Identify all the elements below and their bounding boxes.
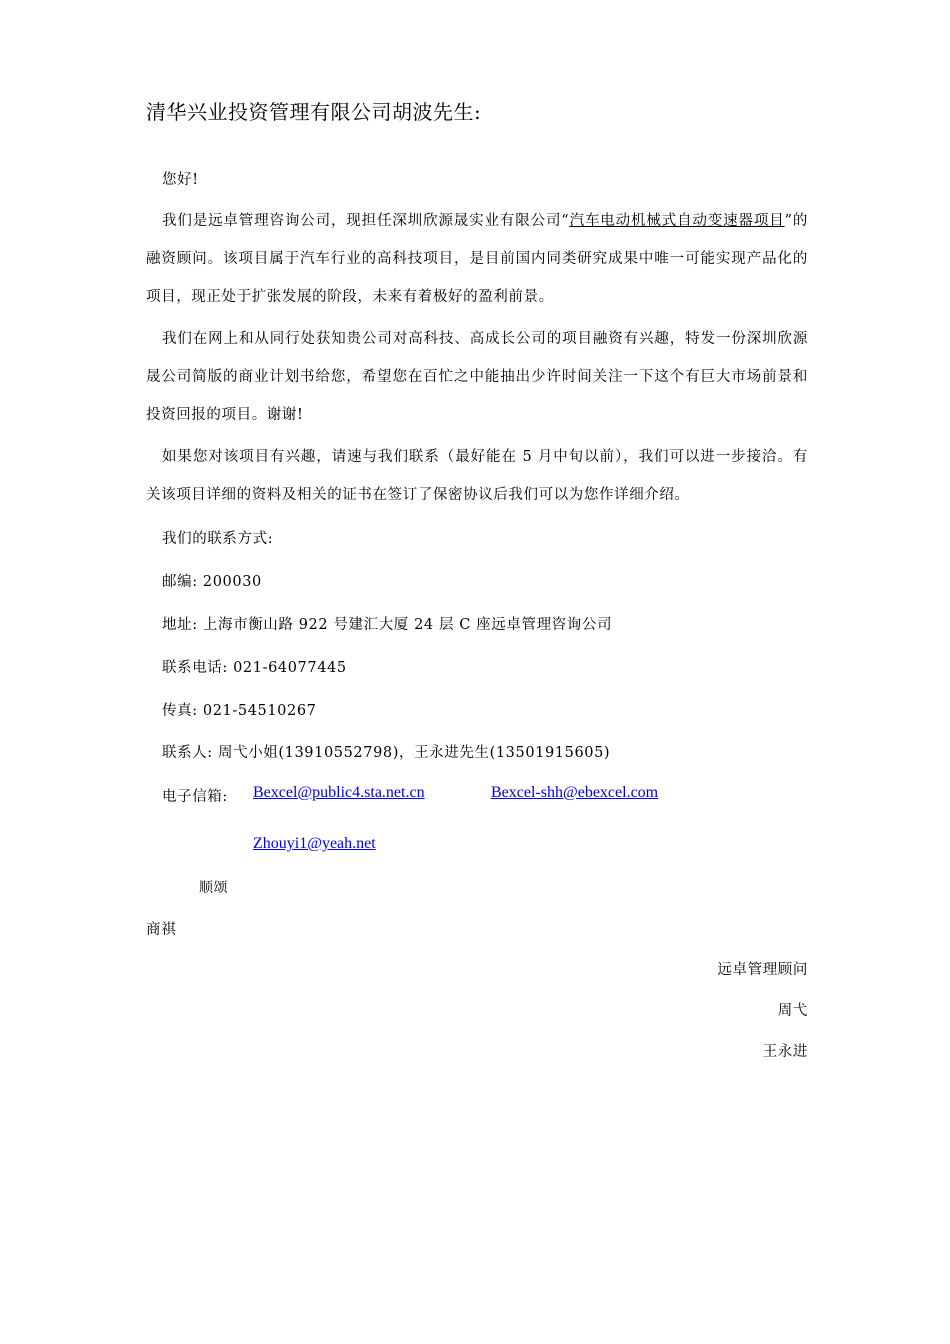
fax: 传真: 021-54510267: [162, 703, 317, 719]
paragraph-intro: [146, 202, 808, 316]
email-link-3[interactable]: Zhouyi1@yeah.net: [253, 835, 376, 852]
contact-persons: 联系人: 周弋小姐(13910552798)，王永进先生(13501915605): [162, 745, 611, 761]
email-link-2[interactable]: Bexcel-shh@ebexcel.com: [491, 784, 659, 801]
postcode: 邮编: 200030: [162, 574, 262, 590]
paragraph-intro-after: ”的融资顾问。该项目属于汽车行业的高科技项目，是目前国内同类研究成果中唯一可能实现产品化的项目，现正处于扩张发展的阶段，未来有着极好的盈利前景。: [146, 213, 808, 305]
paragraph-interest: 我们在网上和从同行处获知贵公司对高科技、高成长公司的项目融资有兴趣，特发一份深圳欣源晟公司简版的商业计划书给您，希望您在百忙之中能抽出少许时间关注一下这个有巨大市场前景和投资回报的项目。谢谢!: [146, 331, 808, 423]
address: 地址: 上海市衡山路 922 号建汇大厦 24 层 C 座远卓管理咨询公司: [162, 617, 613, 633]
signature-name-2: 王永进: [762, 1044, 808, 1060]
paragraph-contact-request: 如果您对该项目有兴趣，请速与我们联系（最好能在 5 月中旬以前），我们可以进一步接洽。有关该项目详细的资料及相关的证书在签订了保密协议后我们可以为您作详细介绍。: [146, 449, 808, 503]
contact-heading: 我们的联系方式:: [162, 531, 274, 547]
phone: 联系电话: 021-64077445: [162, 660, 347, 676]
signature-name-1: 周弋: [777, 1003, 808, 1019]
signature-company: 远卓管理顾问: [717, 962, 808, 978]
closing-wishes: 商祺: [146, 922, 177, 938]
greeting: 您好!: [162, 172, 199, 188]
email-link-1[interactable]: Bexcel@public4.sta.net.cn: [253, 784, 425, 801]
paragraph-intro-before: 我们是远卓管理咨询公司，现担任深圳欣源晟实业有限公司“: [162, 213, 570, 229]
closing-regards: 顺颂: [199, 880, 229, 896]
salutation: 清华兴业投资管理有限公司胡波先生:: [146, 100, 482, 124]
project-name: 汽车电动机械式自动变速器项目: [569, 213, 785, 229]
email-label: 电子信箱:: [162, 789, 228, 805]
